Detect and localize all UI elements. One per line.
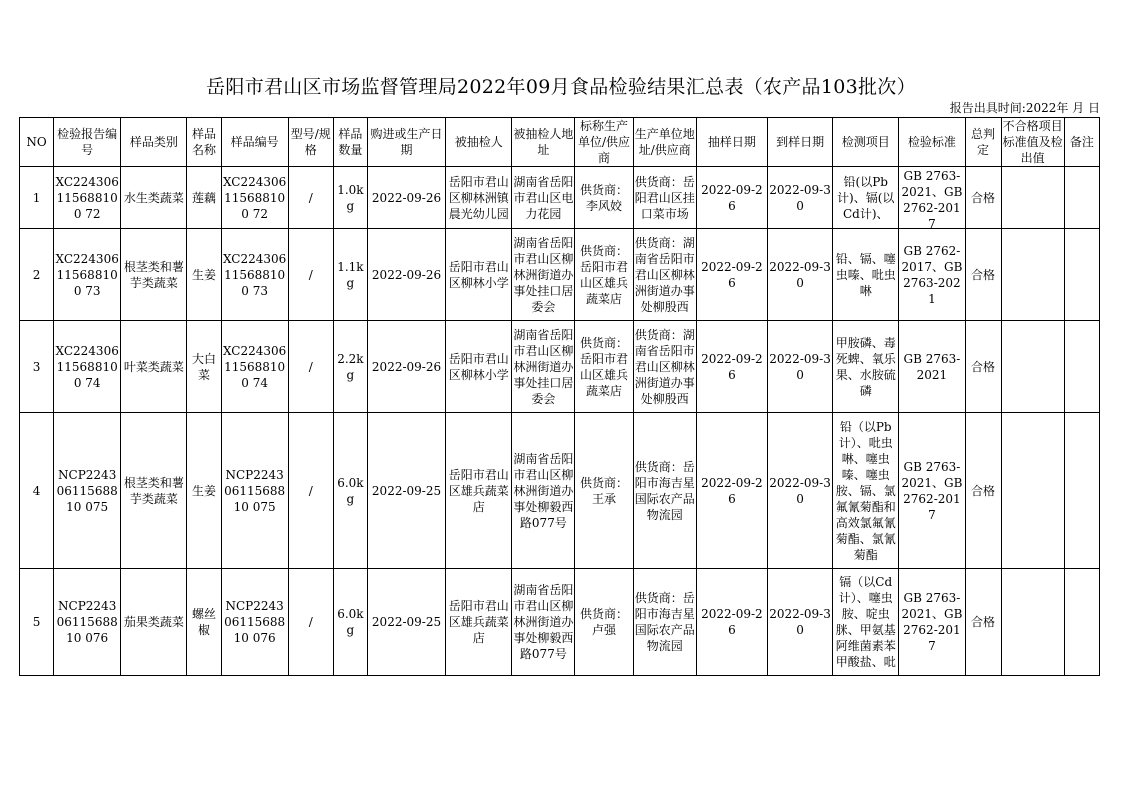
cell-text: 铅(以Pb计)、镉(以Cd计)、	[837, 174, 895, 221]
table-row	[20, 167, 1100, 229]
cell-model-spec	[288, 167, 333, 229]
cell-text: XC224306115688100 72	[55, 174, 119, 221]
cell-arrival-date	[767, 167, 832, 229]
cell-nonconforming-values	[1001, 569, 1064, 676]
cell-text: 铅（以Pb计）、吡虫啉、噻虫嗪、噻虫胺、镉、氯氟氰菊酯和高效氯氟氰菊酯、氯氰菊酯	[835, 419, 896, 562]
cell-text: XC224306115688100 72	[222, 174, 287, 221]
cell-text: 湖南省岳阳市君山区柳林洲街道办事处柳毅西路077号	[513, 451, 574, 530]
cell-inspected-address	[512, 569, 575, 676]
cell-nonconforming-values	[1001, 167, 1064, 229]
cell-text: 镉（以Cd计）、噻虫胺、啶虫脒、甲氨基阿维菌素苯甲酸盐、吡	[835, 575, 896, 669]
header-inspected-address: 被抽检人地址	[512, 118, 575, 167]
cell-inspected-address	[512, 167, 575, 229]
cell-text: 供货商：岳阳市君山区雄兵蔬菜店	[580, 335, 629, 398]
cell-overall-judgement	[965, 569, 1001, 676]
cell-text: 合格	[971, 190, 996, 205]
header-model-spec: 型号/规格	[288, 118, 333, 167]
header-producer-address: 生产单位地址/供应商	[633, 118, 696, 167]
cell-no	[20, 413, 54, 569]
cell-model-spec	[288, 321, 333, 413]
cell-sample-category	[121, 321, 187, 413]
cell-text: /	[308, 190, 313, 205]
cell-sample-number	[221, 413, 288, 569]
cell-test-items	[833, 321, 899, 413]
header-inspected-party: 被抽检人	[446, 118, 512, 167]
cell-overall-judgement	[965, 167, 1001, 229]
cell-text: 铅、镉、噻虫嗪、吡虫啉	[835, 251, 896, 298]
cell-remarks	[1064, 569, 1099, 676]
cell-text: 2022-09-26	[701, 182, 763, 213]
cell-text: 2022-09-30	[769, 182, 831, 213]
cell-nonconforming-values	[1001, 321, 1064, 413]
cell-report-number	[54, 229, 121, 321]
header-purchase-date: 购进或生产日期	[367, 118, 445, 167]
cell-no	[20, 167, 54, 229]
cell-text: 湖南省岳阳市君山区柳林洲街道办事处挂口居委会	[513, 235, 574, 314]
cell-remarks	[1064, 167, 1099, 229]
cell-text: 2022-09-25	[371, 483, 442, 498]
cell-sample-name	[187, 229, 221, 321]
cell-text: 供货商：岳阳市海吉星国际农产品物流园	[634, 459, 695, 522]
cell-text: 湖南省岳阳市君山区柳林洲街道办事处柳毅西路077号	[513, 583, 574, 661]
cell-model-spec	[288, 569, 333, 676]
cell-report-number	[54, 569, 121, 676]
table-row	[20, 321, 1100, 413]
cell-text: 2022-09-26	[371, 359, 442, 374]
cell-text: 5	[32, 615, 41, 629]
cell-sample-quantity	[333, 321, 367, 413]
cell-text: 供货商：岳阳市君山区雄兵蔬菜店	[580, 243, 629, 306]
cell-sampling-date	[696, 569, 767, 676]
cell-inspected-party	[446, 321, 512, 413]
cell-model-spec	[288, 229, 333, 321]
cell-text: GB 2763-2021、GB 2762-2017	[901, 168, 963, 228]
cell-nonconforming-values	[1001, 413, 1064, 569]
cell-text: 生姜	[191, 483, 216, 498]
cell-test-standard	[899, 321, 965, 413]
cell-text: 2022-09-26	[701, 475, 763, 506]
cell-text: 供货商：岳阳君山区挂口菜市场	[634, 174, 695, 221]
cell-claimed-producer	[575, 413, 633, 569]
cell-text: NCP22430611568810 075	[56, 467, 118, 514]
cell-no	[20, 321, 54, 413]
cell-test-standard	[899, 229, 965, 321]
cell-text: 供货商：湖南省岳阳市君山区柳林洲街道办事处柳殷西	[634, 235, 695, 314]
cell-report-number	[54, 321, 121, 413]
header-sample-category: 样品类别	[121, 118, 187, 167]
cell-text: 甲胺磷、毒死蜱、氧乐果、水胺硫磷	[835, 335, 896, 398]
cell-report-number	[54, 167, 121, 229]
cell-text: 叶菜类蔬菜	[123, 359, 184, 374]
cell-inspected-address	[512, 413, 575, 569]
cell-purchase-date	[367, 321, 445, 413]
header-report-number: 检验报告编号	[54, 118, 121, 167]
cell-text: /	[308, 483, 313, 498]
cell-no	[20, 229, 54, 321]
cell-sample-name	[187, 321, 221, 413]
cell-inspected-party	[446, 229, 512, 321]
cell-text: 2022-09-26	[371, 190, 442, 205]
cell-text: XC224306115688100 73	[222, 251, 287, 298]
cell-text: 螺丝椒	[191, 607, 216, 637]
cell-report-number	[54, 413, 121, 569]
cell-sample-category	[121, 413, 187, 569]
cell-purchase-date	[367, 413, 445, 569]
header-no: NO	[20, 118, 54, 167]
report-time: 报告出具时间:2022年 月 日	[949, 101, 1100, 115]
cell-text: 根茎类和薯芋类蔬菜	[123, 475, 184, 506]
cell-text: 合格	[971, 615, 996, 629]
cell-text: 供货商：王承	[580, 475, 629, 506]
cell-sampling-date	[696, 413, 767, 569]
cell-sample-number	[221, 321, 288, 413]
cell-remarks	[1064, 413, 1099, 569]
cell-text: 湖南省岳阳市君山区电力花园	[513, 174, 574, 221]
cell-inspected-address	[512, 321, 575, 413]
cell-remarks	[1064, 321, 1099, 413]
cell-inspected-party	[446, 167, 512, 229]
cell-inspected-address	[512, 229, 575, 321]
cell-test-items	[833, 167, 899, 229]
cell-text: 1.1kg	[337, 259, 364, 290]
cell-text: GB 2763-2021	[903, 351, 961, 382]
cell-sample-quantity	[333, 229, 367, 321]
cell-sample-number	[221, 167, 288, 229]
cell-sampling-date	[696, 229, 767, 321]
cell-text: GB 2762-2017、GB 2763-2021	[901, 243, 963, 306]
cell-text: 岳阳市君山区雄兵蔬菜店	[448, 467, 509, 514]
cell-arrival-date	[767, 569, 832, 676]
cell-sample-category	[121, 167, 187, 229]
cell-claimed-producer	[575, 229, 633, 321]
cell-text: 2022-09-25	[371, 615, 442, 629]
cell-text: 莲藕	[191, 190, 216, 205]
cell-text: 2022-09-26	[701, 607, 763, 637]
cell-overall-judgement	[965, 413, 1001, 569]
results-table	[19, 117, 1100, 676]
cell-text: XC224306115688100 73	[55, 251, 119, 298]
table-row	[20, 229, 1100, 321]
cell-purchase-date	[367, 167, 445, 229]
cell-text: /	[308, 359, 313, 374]
cell-test-standard	[899, 569, 965, 676]
cell-text: 水生类蔬菜	[123, 190, 184, 205]
cell-purchase-date	[367, 229, 445, 321]
cell-sample-quantity	[333, 167, 367, 229]
cell-arrival-date	[767, 321, 832, 413]
page-title: 岳阳市君山区市场监督管理局2022年09月食品检验结果汇总表（农产品103批次）	[206, 76, 916, 98]
header-remarks: 备注	[1064, 118, 1099, 167]
cell-sample-name	[187, 569, 221, 676]
cell-text: NCP22430611568810 076	[56, 599, 118, 645]
cell-text: 供货商：岳阳市海吉星国际农产品物流园	[634, 591, 695, 653]
cell-text: 2022-09-26	[701, 351, 763, 382]
cell-text: 供货商：湖南省岳阳市君山区柳林洲街道办事处柳殷西	[634, 327, 695, 406]
cell-purchase-date	[367, 569, 445, 676]
header-claimed-producer: 标称生产单位/供应商	[575, 118, 633, 167]
cell-text: 大白菜	[191, 351, 216, 382]
cell-sample-category	[121, 229, 187, 321]
cell-text: 2022-09-30	[769, 607, 831, 637]
cell-text: XC224306115688100 74	[222, 343, 287, 390]
cell-text: 湖南省岳阳市君山区柳林洲街道办事处挂口居委会	[513, 327, 574, 406]
cell-arrival-date	[767, 229, 832, 321]
cell-text: 岳阳市君山区雄兵蔬菜店	[448, 599, 509, 645]
cell-remarks	[1064, 229, 1099, 321]
cell-text: 根茎类和薯芋类蔬菜	[123, 259, 184, 290]
cell-text: NCP22430611568810 075	[224, 467, 286, 514]
cell-sample-number	[221, 229, 288, 321]
cell-text: 合格	[971, 267, 996, 282]
cell-text: GB 2763-2021、GB 2762-2017	[901, 459, 963, 522]
cell-text: 合格	[971, 359, 996, 374]
cell-text: 2	[32, 267, 41, 282]
cell-text: 供货商：李风姣	[580, 182, 629, 213]
table-row	[20, 413, 1100, 569]
header-nonconforming-values: 不合格项目标准值及检出值	[1002, 119, 1063, 165]
header-overall-judgement: 总判定	[965, 118, 1001, 167]
cell-producer-address	[633, 413, 696, 569]
cell-sample-name	[187, 413, 221, 569]
cell-no	[20, 569, 54, 676]
cell-producer-address	[633, 167, 696, 229]
cell-test-standard	[899, 167, 965, 229]
cell-text: 2022-09-26	[701, 259, 763, 290]
cell-text: /	[308, 267, 313, 282]
cell-producer-address	[633, 321, 696, 413]
cell-text: /	[308, 615, 313, 629]
cell-text: 3	[32, 359, 41, 374]
cell-sampling-date	[696, 321, 767, 413]
cell-claimed-producer	[575, 167, 633, 229]
cell-sample-number	[221, 569, 288, 676]
cell-claimed-producer	[575, 321, 633, 413]
table-row	[20, 569, 1100, 676]
cell-text: 4	[32, 483, 41, 498]
cell-text: 6.0kg	[337, 607, 364, 637]
header-sampling-date: 抽样日期	[696, 118, 767, 167]
cell-text: 2022-09-30	[769, 475, 831, 506]
cell-text: 合格	[971, 483, 996, 498]
cell-text: GB 2763-2021、GB 2762-2017	[901, 591, 963, 653]
cell-text: 6.0kg	[337, 475, 364, 506]
cell-sampling-date	[696, 167, 767, 229]
cell-test-standard	[899, 413, 965, 569]
header-arrival-date: 到样日期	[767, 118, 832, 167]
cell-producer-address	[633, 569, 696, 676]
header-test-standard: 检验标准	[899, 118, 965, 167]
cell-text: XC224306115688100 74	[55, 343, 119, 390]
cell-text: NCP22430611568810 076	[224, 599, 286, 645]
cell-text: 生姜	[191, 267, 216, 282]
cell-sample-category	[121, 569, 187, 676]
cell-text: 2022-09-30	[769, 259, 831, 290]
header-sample-quantity: 样品数量	[333, 118, 367, 167]
header-row	[20, 118, 1100, 167]
cell-text: 茄果类蔬菜	[123, 615, 184, 629]
cell-claimed-producer	[575, 569, 633, 676]
cell-text: 1.0kg	[337, 182, 364, 213]
cell-arrival-date	[767, 413, 832, 569]
cell-sample-name	[187, 167, 221, 229]
cell-text: 1	[32, 190, 41, 205]
cell-model-spec	[288, 413, 333, 569]
cell-producer-address	[633, 229, 696, 321]
cell-text: 2022-09-26	[371, 267, 442, 282]
cell-inspected-party	[446, 569, 512, 676]
cell-test-items	[833, 569, 899, 676]
cell-text: 岳阳市君山区柳林小学	[448, 259, 509, 290]
cell-nonconforming-values	[1001, 229, 1064, 321]
header-sample-name: 样品名称	[187, 118, 221, 167]
cell-inspected-party	[446, 413, 512, 569]
cell-text: 2022-09-30	[769, 351, 831, 382]
cell-text: 岳阳市君山区柳林小学	[448, 351, 509, 382]
cell-text: 2.2kg	[337, 351, 364, 382]
cell-sample-quantity	[333, 569, 367, 676]
cell-test-items	[833, 413, 899, 569]
cell-test-items	[833, 229, 899, 321]
header-sample-number: 样品编号	[221, 118, 288, 167]
cell-text: 供货商：卢强	[580, 607, 629, 637]
cell-overall-judgement	[965, 229, 1001, 321]
header-test-items: 检测项目	[833, 118, 899, 167]
cell-sample-quantity	[333, 413, 367, 569]
cell-text: 岳阳市君山区柳林洲镇晨光幼儿园	[448, 174, 509, 221]
cell-overall-judgement	[965, 321, 1001, 413]
